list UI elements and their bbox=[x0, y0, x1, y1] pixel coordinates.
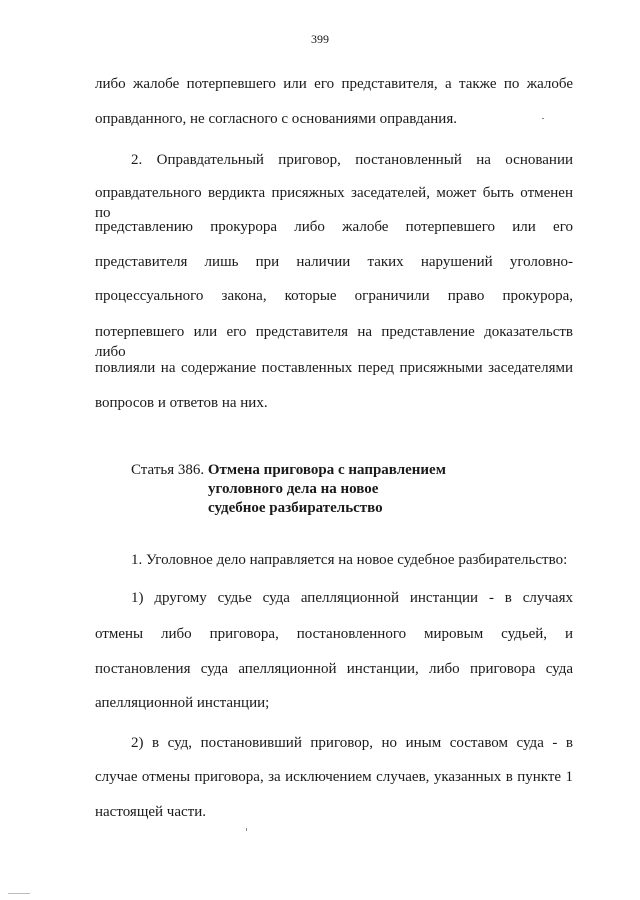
paragraph-line: отмены либо приговора, постановленного мировым судьей, и bbox=[95, 626, 573, 642]
paragraph-line: вопросов и ответов на них. bbox=[95, 395, 268, 411]
paragraph-line: случае отмены приговора, за исключением случаев, указанных в пункте 1 bbox=[95, 769, 573, 785]
paragraph-line: 2) в суд, постановивший приговор, но иным составом суда - в bbox=[131, 735, 573, 751]
paragraph-line: потерпевшего или его представителя на представление доказательств либо bbox=[95, 324, 573, 360]
paragraph-line: представлению прокурора либо жалобе потерпевшего или его bbox=[95, 219, 573, 235]
scan-speck bbox=[8, 893, 30, 894]
paragraph-line: настоящей части. bbox=[95, 804, 206, 820]
article-title-line: уголовного дела на новое bbox=[208, 481, 379, 497]
paragraph-line: процессуального закона, которые ограничили право прокурора, bbox=[95, 288, 573, 304]
scan-speck bbox=[542, 118, 544, 119]
paragraph-line: 2. Оправдательный приговор, постановленный на основании bbox=[131, 152, 573, 168]
article-heading bbox=[131, 461, 446, 480]
article-heading-continuation bbox=[208, 499, 383, 518]
article-number: Статья 386. bbox=[131, 462, 205, 478]
paragraph-line: представителя лишь при наличии таких нарушений уголовно- bbox=[95, 254, 573, 270]
paragraph-line: либо жалобе потерпевшего или его представителя, а также по жалобе bbox=[95, 76, 573, 92]
paragraph-line: 1) другому судье суда апелляционной инстанции - в случаях bbox=[131, 590, 573, 606]
article-heading-continuation bbox=[208, 480, 378, 499]
scan-speck bbox=[246, 828, 247, 831]
paragraph-line: постановления суда апелляционной инстанции, либо приговора суда bbox=[95, 661, 573, 677]
page-number: 399 bbox=[311, 32, 329, 46]
article-title-line: Отмена приговора с направлением bbox=[207, 462, 446, 478]
paragraph-line: 1. Уголовное дело направляется на новое судебное разбирательство: bbox=[131, 552, 568, 568]
paragraph-line: оправданного, не согласного с основаниями оправдания. bbox=[95, 111, 457, 127]
paragraph-line: оправдательного вердикта присяжных заседателей, может быть отменен по bbox=[95, 185, 573, 221]
paragraph-line: повлияли на содержание поставленных перед присяжными заседателями bbox=[95, 360, 573, 376]
article-title-line: судебное разбирательство bbox=[208, 500, 383, 516]
paragraph-line: апелляционной инстанции; bbox=[95, 695, 270, 711]
